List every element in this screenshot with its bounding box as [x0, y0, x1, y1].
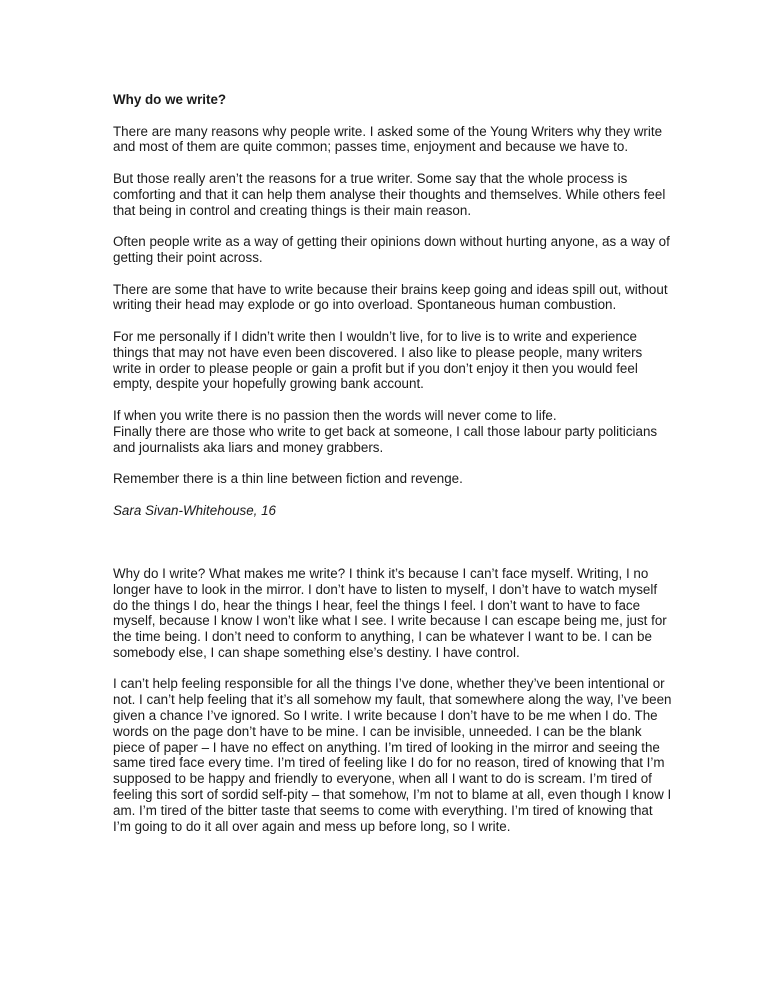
paragraph: Remember there is a thin line between fiction and revenge.: [113, 471, 463, 487]
paragraph: For me personally if I didn’t write then I wouldn’t live, for to live is to write and experience things that may not have even been discovered. I also like to please people, many writers write in order to please people or gain a profit but if you don’t enjoy it then you would feel empty, despite your hopefully growing bank account.: [113, 328, 643, 392]
section-spacer: [113, 519, 673, 566]
essay-why-do-i-write: [113, 566, 673, 835]
paragraph: Often people write as a way of getting their opinions down without hurting anyone, as a way of getting their point across.: [113, 234, 670, 265]
essay-why-do-we-write: [113, 92, 673, 519]
paragraph: Finally there are those who write to get back at someone, I call those labour party politicians and journalists aka liars and money grabbers.: [113, 423, 658, 455]
paragraph: But those really aren’t the reasons for a true writer. Some say that the whole process is comforting and that it can help them analyse their thoughts and themselves. While others feel that being in control and creating things is their main reason.: [113, 170, 666, 218]
essay-title: Why do we write?: [113, 92, 227, 107]
author-signature: Sara Sivan-Whitehouse, 16: [113, 502, 277, 518]
paragraph: There are many reasons why people write. I asked some of the Young Writers why they write and most of them are quite common; passes time, enjoyment and because we have to.: [113, 123, 663, 155]
paragraph: I can’t help feeling responsible for all the things I’ve done, whether they’ve been intentional or not. I can’t help feeling that it’s all somehow my fault, that somewhere along the way, I’ve been given a chance I’ve ignored. So I write. I write because I don’t have to be me when I do. The words on the page don’t have to be mine. I can be invisible, unneeded. I can be the blank piece of paper – I have no effect on anything. I’m tired of looking in the mirror and seeing the same tired face every time. I’m tired of feeling like I do for no reason, tired of knowing that I’m supposed to be happy and friendly to everyone, when all I want to do is scream. I’m tired of feeling this sort of sordid self-pity – that somehow, I’m not to blame at all, even though I know I am. I’m tired of the bitter taste that seems to come with everything. I’m tired of knowing that I’m going to do it all over again and mess up before long, so I write.: [113, 676, 672, 834]
paragraph: Why do I write? What makes me write? I think it’s because I can’t face myself. Writing, I no longer have to look in the mirror. I don’t have to listen to myself, I don’t have to watch myself do the things I do, hear the things I hear, feel the things I feel. I don’t want to have to face myself, because I know I won’t like what I see. I write because I can escape being me, just for the time being. I don’t need to conform to anything, I can be whatever I want to be. I can be somebody else, I can shape something else’s destiny. I have control.: [113, 565, 667, 660]
paragraph: There are some that have to write because their brains keep going and ideas spill out, without writing their head may explode or go into overload. Spontaneous human combustion.: [113, 281, 668, 313]
paragraph: If when you write there is no passion then the words will never come to life.: [113, 407, 557, 423]
document-page: [113, 92, 673, 850]
